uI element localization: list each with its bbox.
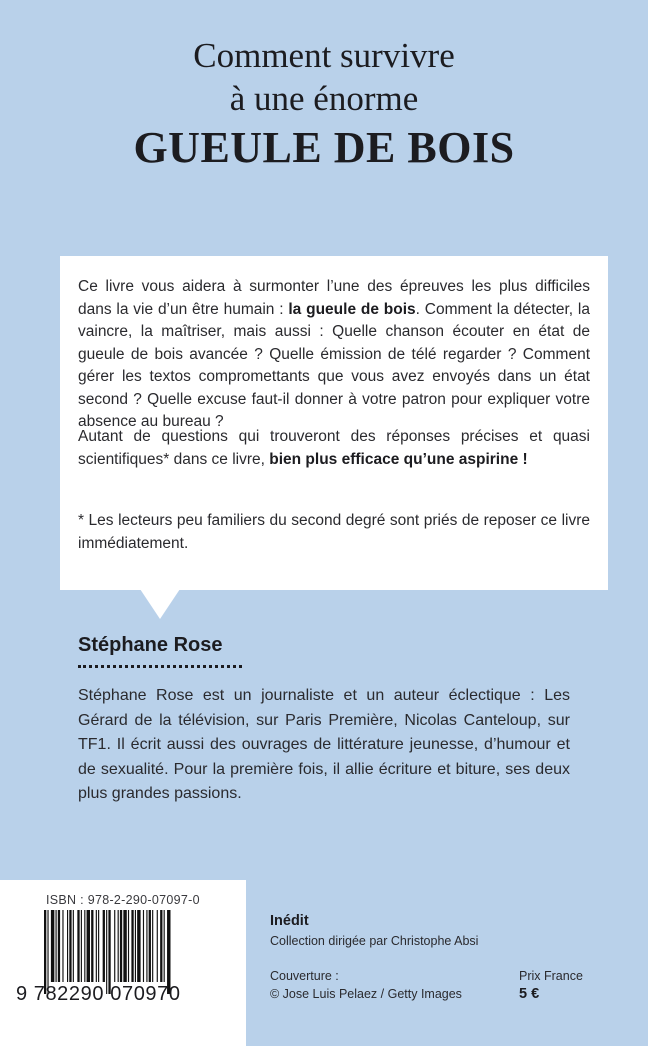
barcode-digit-first: 9	[16, 983, 28, 1005]
collection-credit: Collection dirigée par Christophe Absi	[270, 934, 479, 948]
isbn-label: ISBN : 978-2-290-07097-0	[46, 893, 200, 907]
blurb-p1-text-after: . Comment la détecter, la vaincre, la maîtriser, mais aussi : Quelle chanson écouter en état de gueule de bois avancée ? Quelle émission de télé regarder ? Comment gérer les textos compromettants que vous avez envoyés dans un état second ? Quelle excuse faut-il donner à votre patron pour expliquer votre absence au bureau ?	[78, 300, 590, 430]
blurb-paragraph-1	[78, 276, 590, 434]
barcode-digits	[16, 983, 242, 1006]
blurb-p1-bold: la gueule de bois	[288, 300, 416, 318]
book-title	[0, 34, 648, 176]
speech-bubble-tail	[140, 589, 180, 619]
title-line-3: GUEULE DE BOIS	[133, 123, 515, 172]
blurb-paragraph-2	[78, 426, 590, 471]
cover-credit: © Jose Luis Pelaez / Getty Images	[270, 987, 462, 1001]
blurb-p2-text: Autant de questions qui trouveront des réponses précises et quasi scientifiques* dans ce livre,	[78, 428, 590, 468]
speech-bubble	[60, 256, 608, 590]
author-bio: Stéphane Rose est un journaliste et un auteur éclectique : Les Gérard de la télévision, sur Paris Première, Nicolas Canteloup, sur TF1. Il écrit aussi des ouvrages de littérature jeunesse, d’humour et de sexualité. Pour la première fois, il allie écriture et biture, ses deux plus grandes passions.	[78, 687, 570, 802]
blurb-footnote: * Les lecteurs peu familiers du second degré sont priés de reposer ce livre immédiatement.	[78, 512, 590, 552]
blurb-p2-bold: bien plus efficace qu’une aspirine !	[269, 450, 528, 468]
price-label: Prix France	[519, 969, 583, 983]
blurb-p1-text: Ce livre vous aidera à surmonter l’une des épreuves les plus difficiles dans la vie d’un être humain :	[78, 278, 590, 318]
cover-credit-label: Couverture :	[270, 969, 339, 983]
inedit-label: Inédit	[270, 913, 309, 929]
dotted-divider	[78, 665, 242, 668]
author-name: Stéphane Rose	[78, 634, 223, 656]
barcode-digits-right: 070970	[110, 983, 181, 1005]
title-line-2: à une énorme	[229, 79, 419, 118]
barcode-bars	[44, 910, 232, 994]
price-value: 5 €	[519, 986, 540, 1002]
barcode-digits-left: 782290	[33, 983, 105, 1005]
title-line-1: Comment survivre	[193, 36, 455, 75]
